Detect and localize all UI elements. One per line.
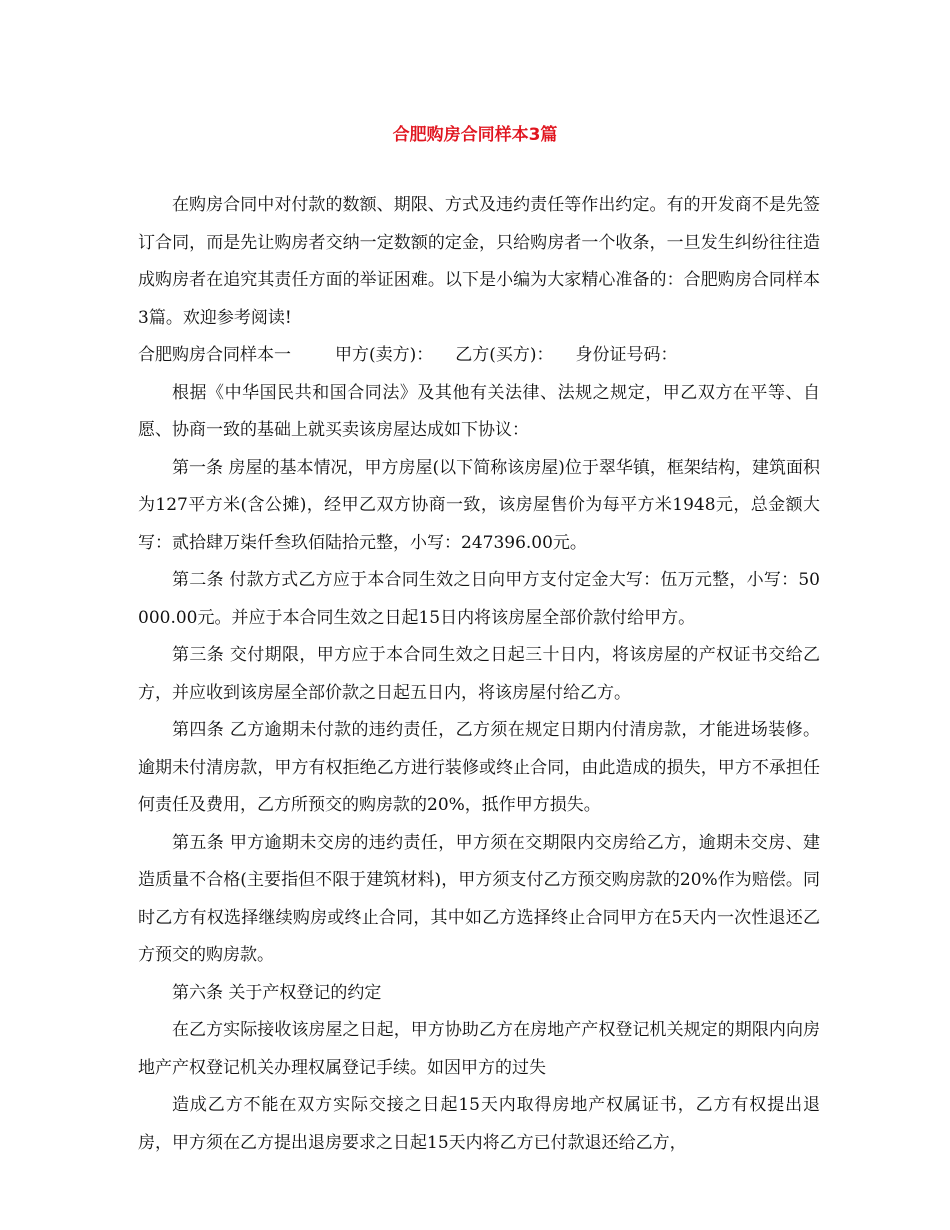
sample-label: 合肥购房合同样本一 bbox=[138, 345, 291, 365]
party-b-label: 乙方(买方)： bbox=[455, 345, 554, 365]
article-6-heading: 第六条 关于产权登记的约定 bbox=[172, 982, 382, 1003]
article-6-paragraph-1: 在乙方实际接收该房屋之日起，甲方协助乙方在房地产产权登记机关规定的期限内向房地产产权登记机关办理权属登记手续。如因甲方的过失 bbox=[138, 1020, 820, 1078]
intro-paragraph: 在购房合同中对付款的数额、期限、方式及违约责任等作出约定。有的开发商不是先签订合同，而是先让购房者交纳一定数额的定金，只给购房者一个收条，一旦发生纠纷往往造成购房者在追究其责任方面的举证困难。以下是小编为大家精心准备的：合肥购房合同样本3篇。欢迎参考阅读! bbox=[138, 195, 820, 328]
id-number-label: 身份证号码： bbox=[575, 345, 678, 365]
article-4-paragraph: 第四条 乙方逾期未付款的违约责任，乙方须在规定日期内付清房款，才能进场装修。逾期未付清房款，甲方有权拒绝乙方进行装修或终止合同，由此造成的损失，甲方不承担任何责任及费用，乙方所预交的购房款的20%，抵作甲方损失。 bbox=[138, 720, 820, 815]
document-body bbox=[138, 187, 820, 1162]
article-1-paragraph: 第一条 房屋的基本情况，甲方房屋(以下简称该房屋)位于翠华镇，框架结构，建筑面积为127平方米(含公摊)，经甲乙双方协商一致，该房屋售价为每平方米1948元，总金额大写：贰拾肆万柒仟叁玖佰陆拾元整，小写：247396.00元。 bbox=[138, 457, 820, 553]
article-2-paragraph: 第二条 付款方式乙方应于本合同生效之日向甲方支付定金大写：伍万元整，小写：50000.00元。并应于本合同生效之日起15日内将该房屋全部价款付给甲方。 bbox=[138, 570, 820, 628]
preamble-paragraph: 根据《中华国民共和国合同法》及其他有关法律、法规之规定，甲乙双方在平等、自愿、协商一致的基础上就买卖该房屋达成如下协议： bbox=[138, 382, 820, 440]
document-title: 合肥购房合同样本3篇 bbox=[392, 125, 558, 145]
article-5-paragraph: 第五条 甲方逾期未交房的违约责任，甲方须在交期限内交房给乙方，逾期未交房、建造质量不合格(主要指但不限于建筑材料)，甲方须支付乙方预交购房款的20%作为赔偿。同时乙方有权选择继续购房或终止合同，其中如乙方选择终止合同甲方在5天内一次性退还乙方预交的购房款。 bbox=[138, 832, 820, 965]
party-a-label: 甲方(卖方)： bbox=[335, 345, 434, 365]
article-3-paragraph: 第三条 交付期限，甲方应于本合同生效之日起三十日内，将该房屋的产权证书交给乙方，并应收到该房屋全部价款之日起五日内，将该房屋付给乙方。 bbox=[138, 645, 820, 703]
contract-header-line bbox=[138, 337, 820, 375]
article-6-paragraph-2: 造成乙方不能在双方实际交接之日起15天内取得房地产权属证书，乙方有权提出退房，甲方须在乙方提出退房要求之日起15天内将乙方已付款退还给乙方， bbox=[138, 1095, 820, 1153]
